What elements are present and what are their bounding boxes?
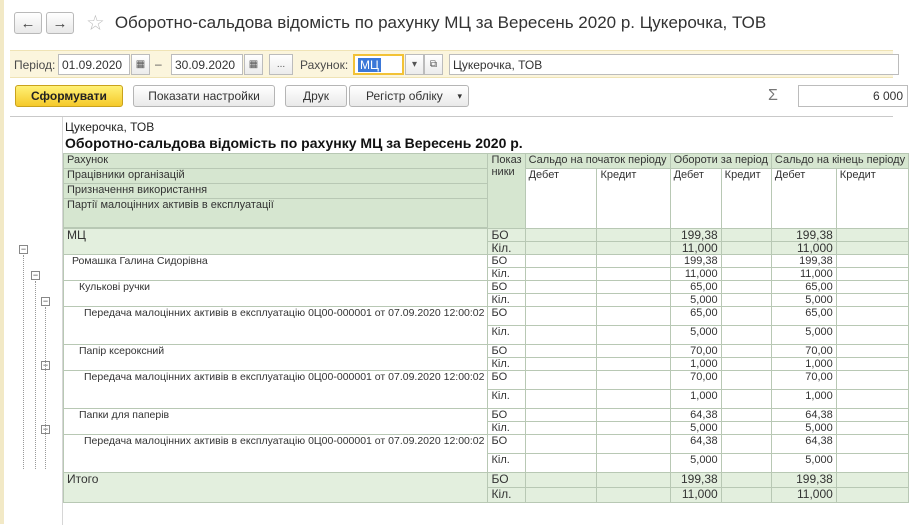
header-turnover-credit: Кредит xyxy=(721,169,771,229)
table-row[interactable] xyxy=(64,435,909,454)
turnover-credit-kil xyxy=(721,326,771,345)
row-indicator-bo: БО xyxy=(488,409,525,422)
chevron-down-icon: ▾ xyxy=(457,90,462,101)
report-table xyxy=(63,153,909,503)
turnover-credit-kil xyxy=(721,242,771,255)
date-to-field[interactable]: 30.09.2020 xyxy=(171,54,243,75)
total-row[interactable] xyxy=(64,473,909,488)
total-turnover-debit-kil: 11,000 xyxy=(670,488,721,503)
title-bar xyxy=(14,8,893,38)
opening-credit-bo xyxy=(597,371,670,390)
opening-debit-bo xyxy=(525,435,597,454)
turnover-debit-kil: 1,000 xyxy=(670,390,721,409)
turnover-credit-kil xyxy=(721,268,771,281)
table-row[interactable] xyxy=(64,255,909,268)
opening-credit-bo xyxy=(597,255,670,268)
tree-line xyxy=(23,255,24,469)
turnover-credit-bo xyxy=(721,435,771,454)
header-purpose: Призначення використання xyxy=(64,184,488,199)
row-indicator-kil: Кіл. xyxy=(488,454,525,473)
date-from-field[interactable]: 01.09.2020 xyxy=(58,54,130,75)
calendar-icon: ▦ xyxy=(248,59,259,70)
turnover-credit-kil xyxy=(721,454,771,473)
opening-debit-kil xyxy=(525,268,597,281)
closing-credit-bo xyxy=(836,281,908,294)
closing-credit-bo xyxy=(836,409,908,422)
header-account: Рахунок xyxy=(64,154,488,169)
closing-credit-bo xyxy=(836,255,908,268)
closing-credit-kil xyxy=(836,294,908,307)
row-name[interactable]: Папір ксероксний xyxy=(64,345,488,371)
closing-debit-bo: 70,00 xyxy=(771,345,836,358)
show-settings-button[interactable]: Показати настройки xyxy=(133,85,275,107)
closing-credit-bo xyxy=(836,371,908,390)
closing-credit-kil xyxy=(836,268,908,281)
closing-credit-kil xyxy=(836,242,908,255)
closing-debit-bo: 64,38 xyxy=(771,409,836,422)
closing-credit-kil xyxy=(836,390,908,409)
total-indicator-kil: Кіл. xyxy=(488,488,525,503)
organization-field[interactable]: Цукерочка, ТОВ xyxy=(449,54,899,75)
closing-debit-kil: 5,000 xyxy=(771,422,836,435)
turnover-debit-bo: 199,38 xyxy=(670,255,721,268)
closing-debit-bo: 199,38 xyxy=(771,229,836,242)
header-turnover: Обороти за період xyxy=(670,154,771,169)
row-indicator-bo: БО xyxy=(488,255,525,268)
row-indicator-bo: БО xyxy=(488,229,525,242)
turnover-debit-kil: 11,000 xyxy=(670,268,721,281)
print-button[interactable]: Друк xyxy=(285,85,347,107)
tree-line xyxy=(45,307,46,469)
closing-debit-kil: 11,000 xyxy=(771,242,836,255)
opening-debit-kil xyxy=(525,294,597,307)
opening-credit-kil xyxy=(597,294,670,307)
turnover-debit-bo: 64,38 xyxy=(670,435,721,454)
row-name[interactable]: Ромашка Галина Сидорівна xyxy=(64,255,488,281)
account-field[interactable] xyxy=(353,54,404,75)
turnover-debit-kil: 5,000 xyxy=(670,326,721,345)
closing-credit-bo xyxy=(836,435,908,454)
opening-credit-bo xyxy=(597,435,670,454)
total-name: Итого xyxy=(64,473,488,503)
back-button[interactable] xyxy=(14,12,42,34)
turnover-debit-bo: 65,00 xyxy=(670,307,721,326)
opening-debit-kil xyxy=(525,422,597,435)
turnover-debit-bo: 70,00 xyxy=(670,345,721,358)
turnover-credit-kil xyxy=(721,390,771,409)
closing-debit-bo: 70,00 xyxy=(771,371,836,390)
row-name[interactable]: Передача малоцінних активів в експлуатацію 0Ц00-000001 от 07.09.2020 12:00:02 xyxy=(64,371,488,409)
period-select-button[interactable]: ... xyxy=(269,54,293,75)
turnover-credit-bo xyxy=(721,371,771,390)
opening-credit-bo xyxy=(597,409,670,422)
report-body xyxy=(64,229,909,503)
opening-credit-bo xyxy=(597,281,670,294)
closing-debit-bo: 64,38 xyxy=(771,435,836,454)
row-indicator-bo: БО xyxy=(488,307,525,326)
report-title: Оборотно-сальдова відомість по рахунку МЦ за Вересень 2020 р. xyxy=(65,135,523,151)
closing-credit-kil xyxy=(836,326,908,345)
row-indicator-kil: Кіл. xyxy=(488,422,525,435)
star-icon[interactable]: ☆ xyxy=(86,11,105,35)
turnover-debit-kil: 11,000 xyxy=(670,242,721,255)
closing-debit-bo: 65,00 xyxy=(771,281,836,294)
turnover-credit-bo xyxy=(721,255,771,268)
total-indicator-bo: БО xyxy=(488,473,525,488)
closing-debit-bo: 199,38 xyxy=(771,255,836,268)
tree-gutter xyxy=(10,117,63,525)
opening-debit-bo xyxy=(525,409,597,422)
header-employees: Працівники організацій xyxy=(64,169,488,184)
header-indicators: Показ ники xyxy=(488,154,525,229)
opening-credit-bo xyxy=(597,307,670,326)
table-row[interactable] xyxy=(64,409,909,422)
turnover-debit-kil: 5,000 xyxy=(670,422,721,435)
register-button-label: Регістр обліку xyxy=(366,89,443,103)
collapse-toggle-icon[interactable]: − xyxy=(32,269,39,280)
row-indicator-kil: Кіл. xyxy=(488,294,525,307)
header-closing-credit: Кредит xyxy=(836,169,908,229)
opening-credit-kil xyxy=(597,390,670,409)
total-closing-debit-bo: 199,38 xyxy=(771,473,836,488)
row-indicator-bo: БО xyxy=(488,345,525,358)
turnover-debit-kil: 5,000 xyxy=(670,454,721,473)
opening-credit-kil xyxy=(597,422,670,435)
row-name[interactable]: МЦ xyxy=(64,229,488,255)
turnover-credit-bo xyxy=(721,307,771,326)
opening-debit-bo xyxy=(525,345,597,358)
window-title: Оборотно-сальдова відомість по рахунку МЦ за Вересень 2020 р. Цукерочка, ТОВ xyxy=(114,13,767,32)
row-name[interactable]: Папки для паперів xyxy=(64,409,488,435)
turnover-debit-bo: 199,38 xyxy=(670,229,721,242)
closing-credit-kil xyxy=(836,358,908,371)
turnover-credit-kil xyxy=(721,294,771,307)
opening-debit-kil xyxy=(525,326,597,345)
forward-button[interactable] xyxy=(46,12,74,34)
closing-debit-kil: 5,000 xyxy=(771,294,836,307)
table-row[interactable] xyxy=(64,307,909,326)
turnover-debit-bo: 65,00 xyxy=(670,281,721,294)
arrow-right-icon: → xyxy=(52,14,68,32)
closing-debit-kil: 1,000 xyxy=(771,358,836,371)
arrow-left-icon: ← xyxy=(20,14,36,32)
closing-debit-kil: 11,000 xyxy=(771,268,836,281)
opening-credit-kil xyxy=(597,326,670,345)
row-name[interactable]: Передача малоцінних активів в експлуатацію 0Ц00-000001 от 07.09.2020 12:00:02 xyxy=(64,435,488,473)
closing-credit-kil xyxy=(836,422,908,435)
parameters-panel xyxy=(10,50,893,78)
register-button[interactable] xyxy=(349,85,469,107)
opening-debit-kil xyxy=(525,358,597,371)
header-closing-debit: Дебет xyxy=(771,169,836,229)
closing-credit-bo xyxy=(836,307,908,326)
opening-credit-bo xyxy=(597,345,670,358)
total-turnover-debit-bo: 199,38 xyxy=(670,473,721,488)
closing-debit-kil: 5,000 xyxy=(771,326,836,345)
table-row[interactable] xyxy=(64,281,909,294)
closing-debit-bo: 65,00 xyxy=(771,307,836,326)
account-value: МЦ xyxy=(360,57,379,72)
opening-debit-kil xyxy=(525,454,597,473)
turnover-debit-kil: 5,000 xyxy=(670,294,721,307)
tree-line xyxy=(35,281,36,469)
total-closing-debit-kil: 11,000 xyxy=(771,488,836,503)
opening-credit-kil xyxy=(597,268,670,281)
opening-debit-kil xyxy=(525,242,597,255)
account-open-button[interactable] xyxy=(424,54,443,75)
table-row[interactable] xyxy=(64,229,909,242)
date-from-calendar-button[interactable] xyxy=(131,54,150,75)
report-organization: Цукерочка, ТОВ xyxy=(65,120,155,134)
turnover-debit-bo: 70,00 xyxy=(670,371,721,390)
closing-credit-bo xyxy=(836,229,908,242)
period-dash: – xyxy=(155,57,162,71)
report-area[interactable] xyxy=(10,116,906,524)
closing-debit-kil: 1,000 xyxy=(771,390,836,409)
chevron-down-icon: ▾ xyxy=(411,59,418,70)
row-indicator-kil: Кіл. xyxy=(488,390,525,409)
generate-button[interactable]: Сформувати xyxy=(15,85,123,107)
header-opening-debit: Дебет xyxy=(525,169,597,229)
calendar-icon: ▦ xyxy=(135,59,146,70)
row-indicator-kil: Кіл. xyxy=(488,268,525,281)
header-batches: Партії малоцінних активів в експлуатації xyxy=(64,199,488,228)
row-indicator-kil: Кіл. xyxy=(488,242,525,255)
closing-credit-bo xyxy=(836,345,908,358)
row-name[interactable]: Передача малоцінних активів в експлуатацію 0Ц00-000001 от 07.09.2020 12:00:02 xyxy=(64,307,488,345)
window-edge xyxy=(0,0,4,524)
turnover-credit-bo xyxy=(721,409,771,422)
row-indicator-kil: Кіл. xyxy=(488,358,525,371)
closing-credit-kil xyxy=(836,454,908,473)
opening-debit-bo xyxy=(525,371,597,390)
table-row[interactable] xyxy=(64,345,909,358)
header-opening-credit: Кредит xyxy=(597,169,670,229)
closing-debit-kil: 5,000 xyxy=(771,454,836,473)
row-indicator-kil: Кіл. xyxy=(488,326,525,345)
opening-credit-kil xyxy=(597,358,670,371)
account-dropdown-button[interactable] xyxy=(405,54,424,75)
row-indicator-bo: БО xyxy=(488,371,525,390)
turnover-debit-bo: 64,38 xyxy=(670,409,721,422)
sum-field: 6 000 xyxy=(798,85,908,107)
turnover-credit-kil xyxy=(721,422,771,435)
opening-debit-bo xyxy=(525,307,597,326)
turnover-debit-kil: 1,000 xyxy=(670,358,721,371)
opening-debit-bo xyxy=(525,255,597,268)
table-row[interactable] xyxy=(64,371,909,390)
row-name[interactable]: Кулькові ручки xyxy=(64,281,488,307)
header-opening: Сальдо на початок періоду xyxy=(525,154,670,169)
collapse-toggle-icon[interactable]: − xyxy=(42,295,49,306)
row-indicator-bo: БО xyxy=(488,435,525,454)
date-to-calendar-button[interactable] xyxy=(244,54,263,75)
turnover-credit-bo xyxy=(721,345,771,358)
turnover-credit-bo xyxy=(721,229,771,242)
header-closing: Сальдо на кінець періоду xyxy=(771,154,908,169)
collapse-toggle-icon[interactable]: − xyxy=(42,359,49,370)
opening-credit-kil xyxy=(597,454,670,473)
turnover-credit-bo xyxy=(721,281,771,294)
account-label: Рахунок: xyxy=(300,58,349,72)
period-label: Період: xyxy=(14,58,56,72)
opening-debit-kil xyxy=(525,390,597,409)
opening-debit-bo xyxy=(525,229,597,242)
sum-icon: Σ xyxy=(768,87,778,104)
row-indicator-bo: БО xyxy=(488,281,525,294)
opening-debit-bo xyxy=(525,281,597,294)
open-icon: ⧉ xyxy=(429,59,438,70)
toolbar xyxy=(10,84,903,110)
turnover-credit-kil xyxy=(721,358,771,371)
header-turnover-debit: Дебет xyxy=(670,169,721,229)
opening-credit-bo xyxy=(597,229,670,242)
opening-credit-kil xyxy=(597,242,670,255)
collapse-toggle-icon[interactable]: − xyxy=(42,423,49,434)
collapse-toggle-icon[interactable]: − xyxy=(20,243,27,254)
